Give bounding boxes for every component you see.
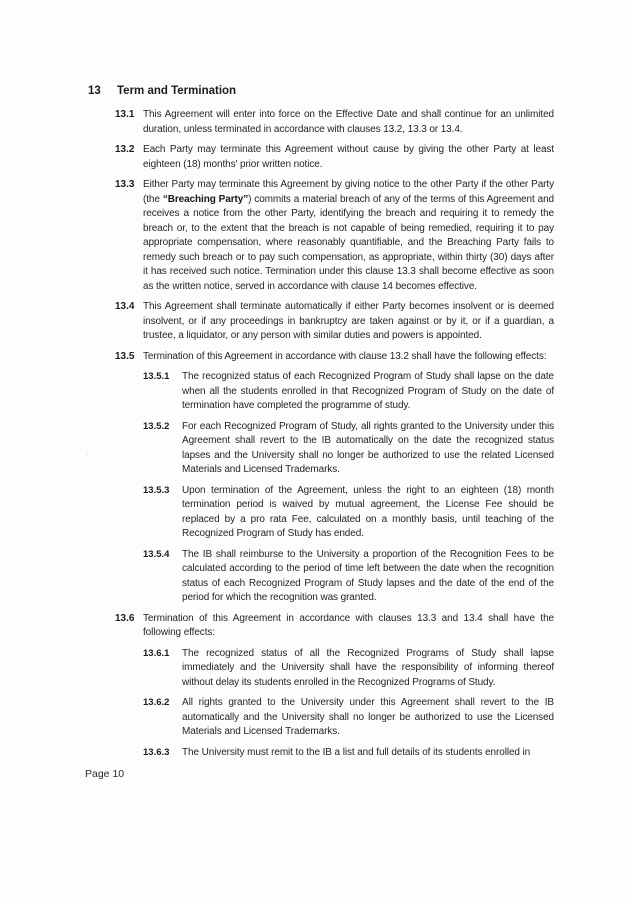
clause-text: This Agreement will enter into force on the Effective Date and shall continue for an unlimited duration, unless terminated in accordance with clauses 13.2, 13.3 or 13.4. <box>143 109 554 135</box>
clause-13-5-1 <box>88 370 554 414</box>
clause-text: This Agreement shall terminate automatically if either Party becomes insolvent or is deemed insolvent, or if any proceedings in bankruptcy are taken against or by it, or if a guardian, a trustee, a liquidator, or any person with similar duties and powers is appointed. <box>143 301 554 341</box>
clause-text <box>143 178 554 294</box>
clause-number: 13.1 <box>115 109 135 120</box>
clause-number: 13.2 <box>115 144 135 155</box>
subclause-text: The IB shall reimburse to the University a proportion of the Recognition Fees to be calculated according to the period of time left between the date when the recognition status of each Recognized Program of Study lapses and the date of the end of the period for which the recognition was granted. <box>182 548 554 603</box>
clause-13-5 <box>88 350 554 365</box>
stray-mark: . <box>86 448 89 457</box>
clause-13-6-2 <box>88 696 554 740</box>
clause-13-6 <box>88 612 554 641</box>
subclause-text: The recognized status of each Recognized Program of Study shall lapse on the date when all the students enrolled in that Recognized Program of Study on the date of termination have completed the programme of study. <box>182 371 554 411</box>
clause-13-5-3 <box>88 484 554 542</box>
clause-number: 13.3 <box>115 179 135 190</box>
clause-13-3 <box>88 178 554 294</box>
clause-text: Termination of this Agreement in accordance with clauses 13.3 and 13.4 shall have the following effects: <box>143 612 554 638</box>
clause-text-segment: Either Party may terminate this Agreement by giving notice to the other Party if the other Party (the <box>143 179 554 205</box>
defined-term-breaching-party: “Breaching Party” <box>162 193 249 205</box>
clause-number: 13.4 <box>115 301 135 312</box>
subclause-text: All rights granted to the University under this Agreement shall revert to the IB automatically and the University shall no longer be authorized to use the Licensed Materials and Licensed Trademarks. <box>182 697 554 737</box>
subclause-number: 13.5.1 <box>143 371 170 382</box>
subclause-number: 13.5.4 <box>143 548 170 560</box>
subclause-number: 13.5.3 <box>143 484 170 496</box>
page-number: Page 10 <box>85 768 125 780</box>
clause-text-segment: ) commits a material breach of any of the terms of this Agreement and receives a notice from the other Party, identifying the breach and requiring it to remedy the breach or, to the extent that the breach is not capable of being remedied, requiring it to pay appropriate compensation, where reasonably quantifiable, and the Breaching Party fails to remedy such breach or to pay such compensation, as appropriate, within thirty (30) days after it has received such notice. Termination under this clause 13.3 shall become effective as soon as the written notice, served in accordance with clause 14 becomes effective. <box>143 193 555 292</box>
clause-number: 13.6 <box>115 612 135 624</box>
clause-13-6-3 <box>88 746 554 761</box>
subclause-number: 13.6.3 <box>143 746 170 758</box>
clause-13-1 <box>88 108 554 137</box>
subclause-text: The University must remit to the IB a list and full details of its students enrolled in <box>182 746 531 758</box>
clause-13-6-1 <box>88 647 554 691</box>
section-number: 13 <box>88 85 101 97</box>
section-term-and-termination <box>85 84 555 781</box>
section-heading <box>88 84 554 99</box>
clause-number: 13.5 <box>115 350 135 362</box>
clause-13-5-4 <box>88 548 554 606</box>
subclause-text: Upon termination of the Agreement, unless the right to an eighteen (18) month termination period is waived by mutual agreement, the License Fee should be replaced by a pro rata Fee, calculated on a monthly basis, until teaching of the Recognized Program of Study has ended. <box>182 484 554 539</box>
clause-13-2 <box>88 143 554 172</box>
section-title: Term and Termination <box>117 85 237 97</box>
subclause-text: The recognized status of all the Recognized Programs of Study shall lapse immediately and the University shall have the responsibility of informing thereof without delay its students enrolled in the Recognized Programs of Study. <box>182 647 554 688</box>
clause-text: Each Party may terminate this Agreement without cause by giving the other Party at least eighteen (18) months' prior written notice. <box>143 144 554 170</box>
clause-13-4 <box>88 300 554 344</box>
clause-text: Termination of this Agreement in accordance with clause 13.2 shall have the following effects: <box>143 350 547 362</box>
subclause-number: 13.6.1 <box>143 647 170 659</box>
clause-13-5-2 <box>88 420 554 478</box>
subclause-number: 13.5.2 <box>143 420 170 432</box>
subclause-number: 13.6.2 <box>143 697 170 708</box>
subclause-text: For each Recognized Program of Study, all rights granted to the University under this Agreement shall revert to the IB automatically on the date the recognized status lapses and the University shall no longer be authorized to use the related Licensed Materials and Licensed Trademarks. <box>182 420 554 475</box>
